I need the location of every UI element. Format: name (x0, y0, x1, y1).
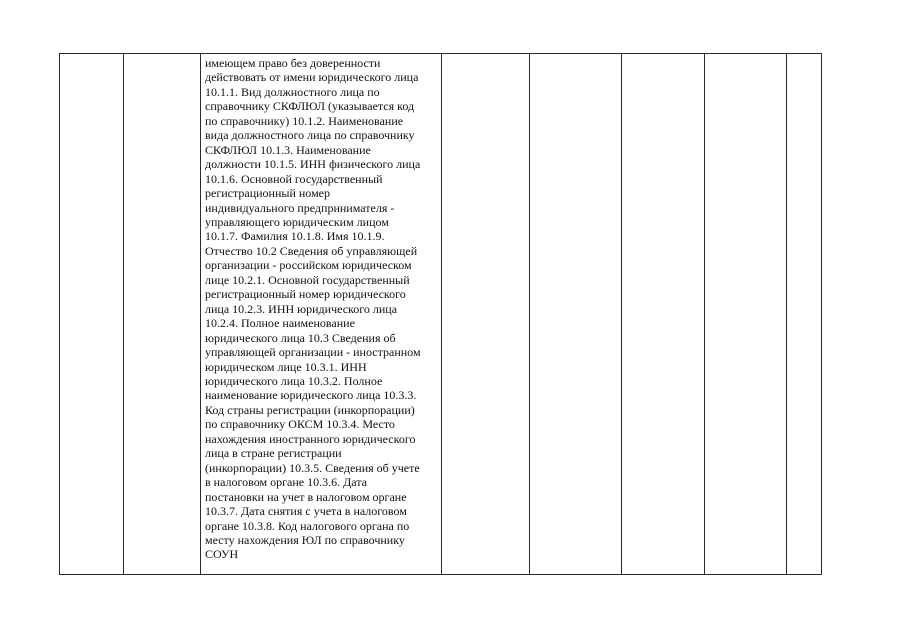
text-line: регистрационный номер юридического (205, 287, 406, 302)
text-line: месту нахождения ЮЛ по справочнику (205, 532, 405, 547)
text-line: 10.1.7. Фамилия 10.1.8. Имя 10.1.9. (205, 229, 385, 244)
table-row (60, 54, 822, 575)
table-cell-col2 (124, 54, 201, 575)
table-cell-col8 (787, 54, 822, 575)
text-line: (инкорпорации) 10.3.5. Сведения об учете (205, 460, 420, 475)
text-line: должности 10.1.5. ИНН физического лица (205, 157, 421, 172)
text-line: по справочнику) 10.1.2. Наименование (205, 113, 404, 128)
text-line: регистрационный номер (205, 186, 330, 201)
text-line: СКФЛЮЛ 10.1.3. Наименование (205, 142, 371, 157)
text-line: в налоговом органе 10.3.6. Дата (205, 475, 367, 490)
text-line: органе 10.3.8. Код налогового органа по (205, 518, 410, 533)
text-line: юридическом лице 10.3.1. ИНН (205, 359, 367, 374)
text-line: Код страны регистрации (инкорпорации) (205, 402, 415, 417)
table-cell-col7 (705, 54, 787, 575)
text-line: справочнику СКФЛЮЛ (указывается код (205, 99, 415, 114)
text-line: 10.1.1. Вид должностного лица по (205, 84, 380, 99)
text-line: действовать от имени юридического лица (205, 70, 419, 85)
text-line: наименование юридического лица 10.3.3. (205, 388, 417, 403)
table-cell-description (201, 54, 442, 575)
text-line: по справочнику ОКСМ 10.3.4. Место (205, 417, 395, 432)
text-line: индивидуального предпринимателя - (205, 200, 395, 215)
text-line: лица в стране регистрации (205, 446, 342, 461)
text-line: лица 10.2.3. ИНН юридического лица (205, 301, 398, 316)
text-line: управляющей организации - иностранном (205, 345, 421, 360)
text-line: 10.2.4. Полное наименование (205, 316, 355, 331)
text-line: нахождения иностранного юридического (205, 431, 416, 446)
text-line: лице 10.2.1. Основной государственный (205, 272, 410, 287)
text-line: юридического лица 10.3.2. Полное (205, 373, 383, 388)
description-text (201, 54, 441, 562)
table-cell-col1 (60, 54, 124, 575)
text-line: имеющем право без доверенности (205, 56, 381, 70)
text-line: СОУН (205, 547, 239, 562)
text-line: управляющего юридическим лицом (205, 214, 389, 229)
text-line: вида должностного лица по справочнику (205, 128, 415, 143)
text-line: постановки на учет в налоговом органе (205, 489, 407, 504)
text-line: Отчество 10.2 Сведения об управляющей (205, 243, 418, 258)
text-line: организации - российском юридическом (205, 258, 412, 273)
table-cell-col6 (622, 54, 705, 575)
text-line: юридического лица 10.3 Сведения об (205, 330, 396, 345)
text-line: 10.1.6. Основной государственный (205, 171, 383, 186)
text-line: 10.3.7. Дата снятия с учета в налоговом (205, 504, 407, 519)
table-cell-col4 (442, 54, 530, 575)
document-table (59, 53, 822, 575)
table-cell-col5 (530, 54, 622, 575)
